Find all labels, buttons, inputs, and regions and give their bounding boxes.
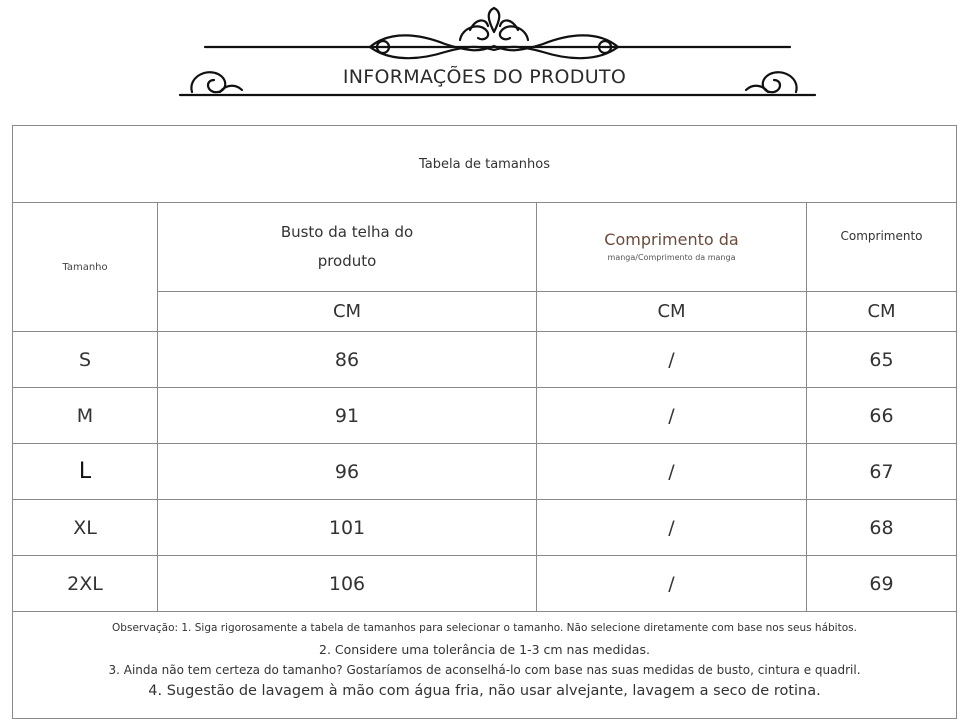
bust-cell: 91 <box>158 388 537 444</box>
table-row <box>13 332 957 388</box>
size-cell: S <box>13 332 158 388</box>
sleeve-cell: / <box>537 500 807 556</box>
header-sleeve-sublabel: manga/Comprimento da manga <box>607 253 736 262</box>
size-cell: L <box>13 444 158 500</box>
header-sleeve-label: Comprimento da <box>604 230 739 249</box>
header-ornament <box>0 0 969 110</box>
unit-bust: CM <box>158 292 537 332</box>
length-cell: 67 <box>807 444 957 500</box>
sleeve-cell: / <box>537 388 807 444</box>
length-cell: 69 <box>807 556 957 612</box>
bust-cell: 106 <box>158 556 537 612</box>
header-length <box>807 203 957 292</box>
header-sleeve <box>537 203 807 292</box>
sleeve-cell: / <box>537 444 807 500</box>
unit-sleeve: CM <box>537 292 807 332</box>
size-table <box>12 125 957 719</box>
sleeve-cell: / <box>537 332 807 388</box>
table-row <box>13 388 957 444</box>
notes-section <box>13 612 957 719</box>
bust-cell: 96 <box>158 444 537 500</box>
size-cell: 2XL <box>13 556 158 612</box>
note-4: 4. Sugestão de lavagem à mão com água fria, não usar alvejante, lavagem a seco de rotina. <box>148 683 821 699</box>
length-cell: 65 <box>807 332 957 388</box>
length-cell: 66 <box>807 388 957 444</box>
header-bust-label: Busto da telha do produto <box>280 223 414 270</box>
header-length-label: Comprimento <box>840 229 923 243</box>
unit-length: CM <box>807 292 957 332</box>
note-1: Observação: 1. Siga rigorosamente a tabela de tamanhos para selecionar o tamanho. Não selecione diretamente com base nos seus hábitos. <box>112 622 857 634</box>
note-2: 2. Considere uma tolerância de 1-3 cm nas medidas. <box>319 642 650 657</box>
header-size: Tamanho <box>13 203 158 332</box>
length-cell: 68 <box>807 500 957 556</box>
sleeve-cell: / <box>537 556 807 612</box>
ornament-icon <box>0 0 969 110</box>
bust-cell: 86 <box>158 332 537 388</box>
table-row <box>13 556 957 612</box>
size-cell: XL <box>13 500 158 556</box>
table-caption: Tabela de tamanhos <box>13 126 957 203</box>
bust-cell: 101 <box>158 500 537 556</box>
table-row <box>13 500 957 556</box>
header-bust <box>158 203 537 292</box>
size-cell: M <box>13 388 158 444</box>
page-title: INFORMAÇÕES DO PRODUTO <box>342 66 627 88</box>
note-3: 3. Ainda não tem certeza do tamanho? Gostaríamos de aconselhá-lo com base nas suas medidas de busto, cintura e quadril. <box>108 663 861 677</box>
table-row <box>13 444 957 500</box>
